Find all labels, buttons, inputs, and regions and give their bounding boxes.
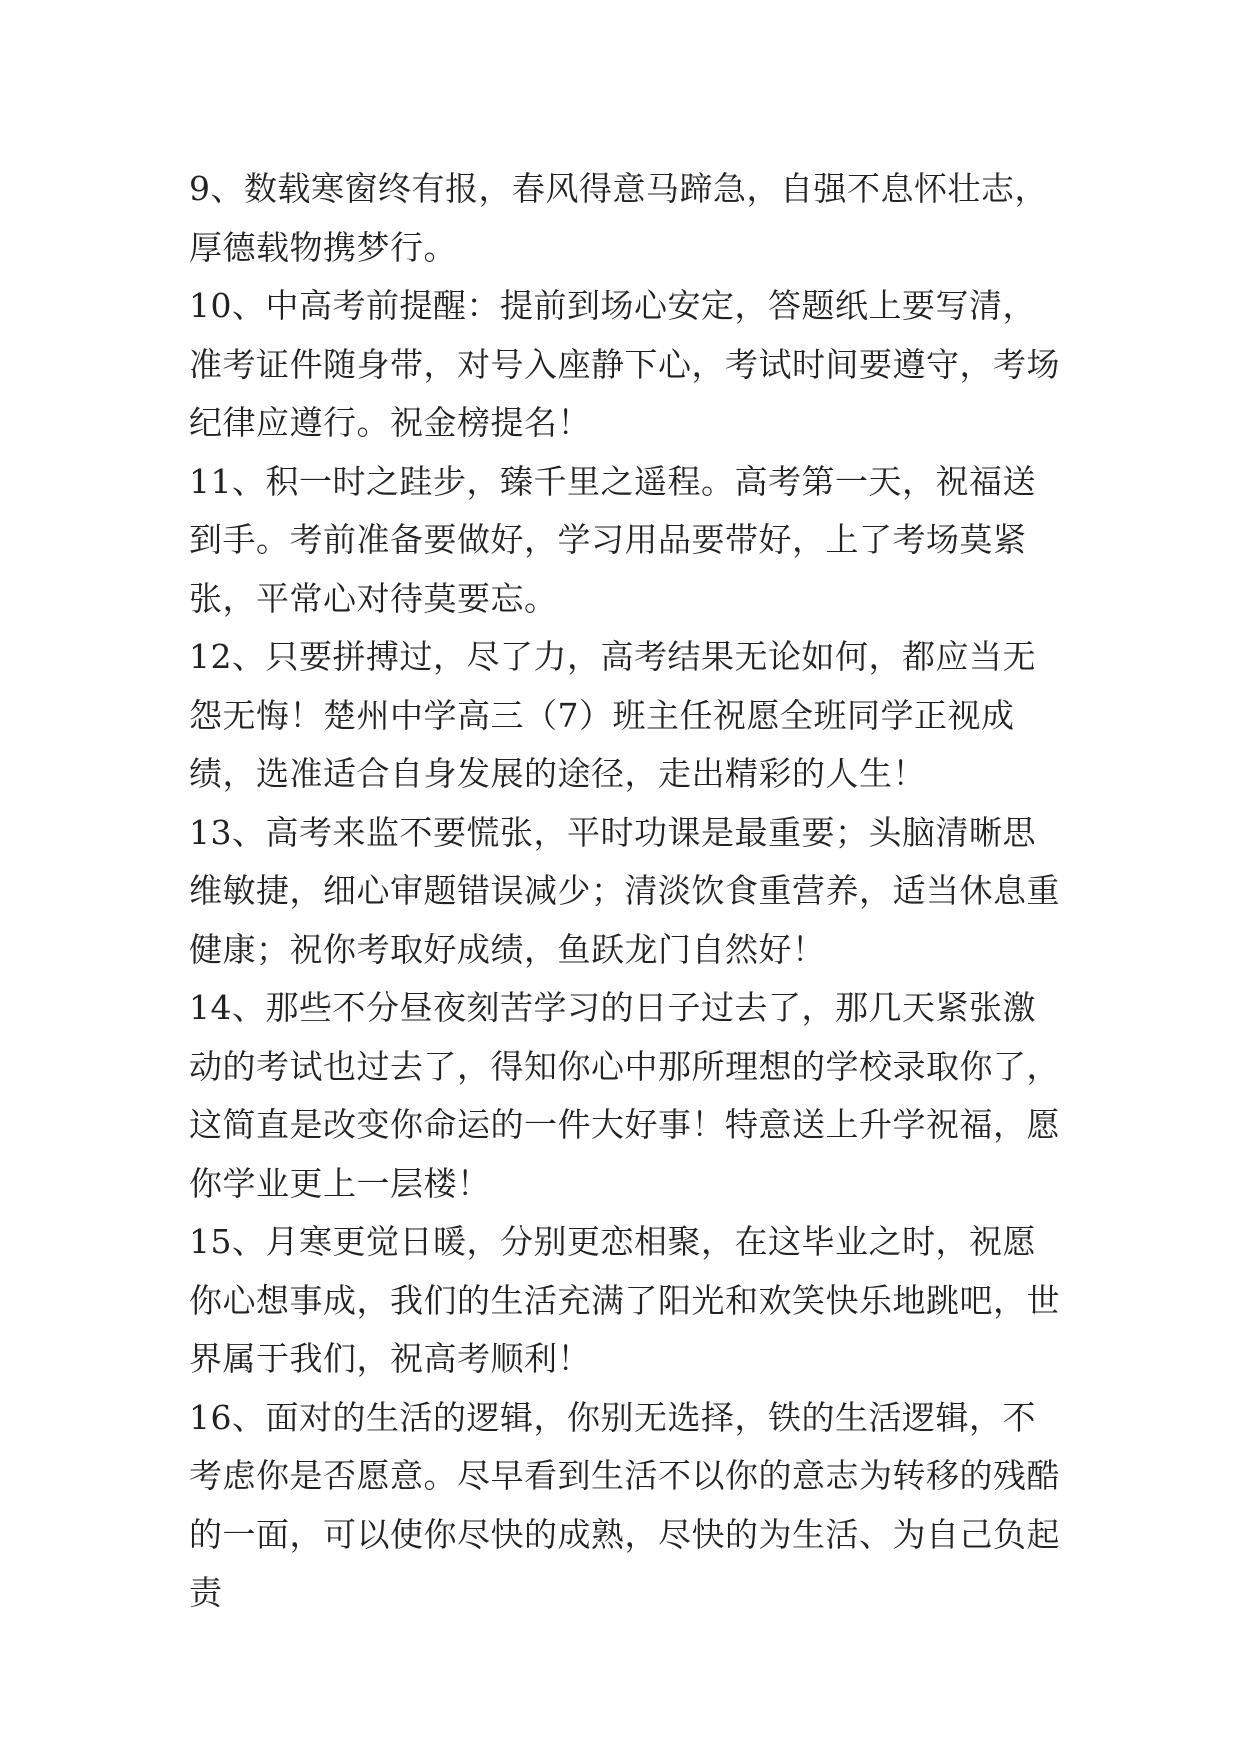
paragraph-9: 9、数载寒窗终有报，春风得意马蹄急，自强不息怀壮志，厚德载物携梦行。 [189, 169, 1048, 267]
paragraph-13: 13、高考来监不要慌张，平时功课是最重要；头脑清晰思维敏捷，细心审题错误减少；清淡饮食重营养，适当休息重健康；祝你考取好成绩，鱼跃龙门自然好！ [189, 812, 1060, 969]
document-body [189, 160, 1069, 1623]
paragraph-10: 10、中高考前提醒：提前到场心安定，答题纸上要写清，准考证件随身带，对号入座静下心，考试时间要遵守，考场纪律应遵行。祝金榜提名！ [189, 286, 1060, 442]
paragraph-11: 11、积一时之跬步，臻千里之遥程。高考第一天，祝福送到手。考前准备要做好，学习用品要带好，上了考场莫紧张，平常心对待莫要忘。 [189, 461, 1036, 618]
paragraph-15: 15、月寒更觉日暖，分别更恋相聚，在这毕业之时，祝愿你心想事成，我们的生活充满了阳光和欢笑快乐地跳吧，世界属于我们，祝高考顺利！ [189, 1222, 1060, 1378]
paragraph-12: 12、只要拼搏过，尽了力，高考结果无论如何，都应当无怨无悔！楚州中学高三（7）班主任祝愿全班同学正视成绩，选准适合自身发展的途径，走出精彩的人生！ [189, 637, 1036, 793]
paragraph-14: 14、那些不分昼夜刻苦学习的日子过去了，那几天紧张激动的考试也过去了，得知你心中那所理想的学校录取你了，这简直是改变你命运的一件大好事！特意送上升学祝福，愿你学业更上一层楼！ [189, 988, 1060, 1203]
paragraph-16: 16、面对的生活的逻辑，你别无选择，铁的生活逻辑，不考虑你是否愿意。尽早看到生活不以你的意志为转移的残酷的一面，可以使你尽快的成熟，尽快的为生活、为自己负起责 [189, 1397, 1060, 1612]
